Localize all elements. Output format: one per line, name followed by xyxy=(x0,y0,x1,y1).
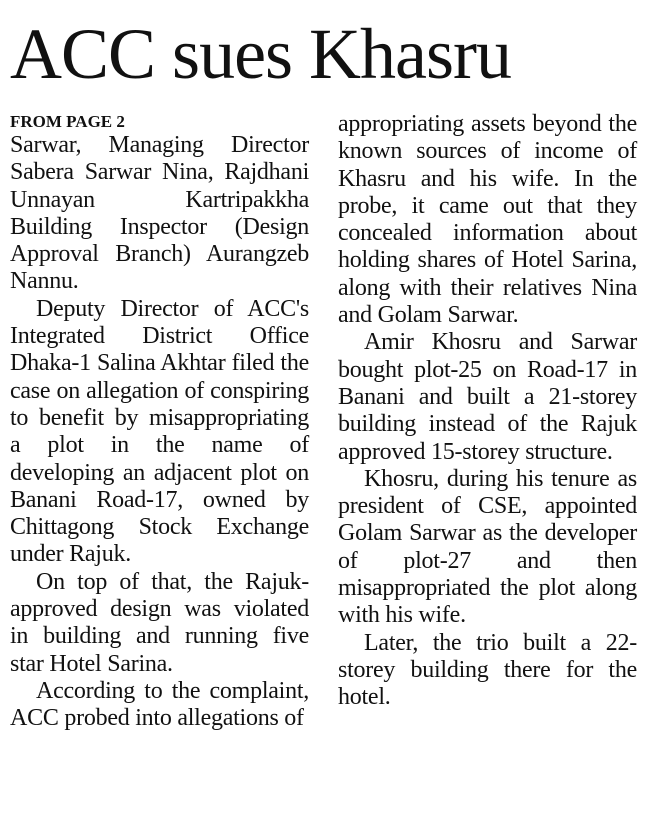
right-column xyxy=(338,111,637,712)
left-column xyxy=(10,111,309,733)
paragraph: According to the complaint, ACC probed into allegations of xyxy=(10,677,309,732)
paragraph-continued: appropriating assets beyond the known sources of income of Khasru and his wife. In the probe, it came out that they concealed information about holding shares of Hotel Sarina, along with their relatives Nina and Golam Sarwar. xyxy=(338,111,637,329)
kicker: FROM PAGE 2 xyxy=(10,112,125,131)
paragraph: Khosru, during his tenure as president of CSE, appointed Golam Sarwar as the developer of plot-27 and then misappropriated the plot along with his wife. xyxy=(338,465,637,629)
paragraph: Amir Khosru and Sarwar bought plot-25 on Road-17 in Banani and built a 21-storey building instead of the Rajuk approved 15-storey structure. xyxy=(338,329,637,465)
paragraph-continued: Sarwar, Managing Director Sabera Sarwar Nina, Rajdhani Unnayan Kartripakkha Building Inspector (Design Approval Branch) Aurangzeb Nannu. xyxy=(10,132,309,295)
paragraph: Deputy Director of ACC's Integrated District Office Dhaka-1 Salina Akhtar filed the case on allegation of conspiring to benefit by misappropriating a plot in the name of developing an adjacent plot on Banani Road-17, owned by Chittagong Stock Exchange under Rajuk. xyxy=(10,295,309,568)
paragraph: Later, the trio built a 22-storey building there for the hotel. xyxy=(338,629,637,711)
headline: ACC sues Khasru xyxy=(10,14,511,94)
paragraph: On top of that, the Rajuk-approved design was violated in building and running five star Hotel Sarina. xyxy=(10,568,309,677)
